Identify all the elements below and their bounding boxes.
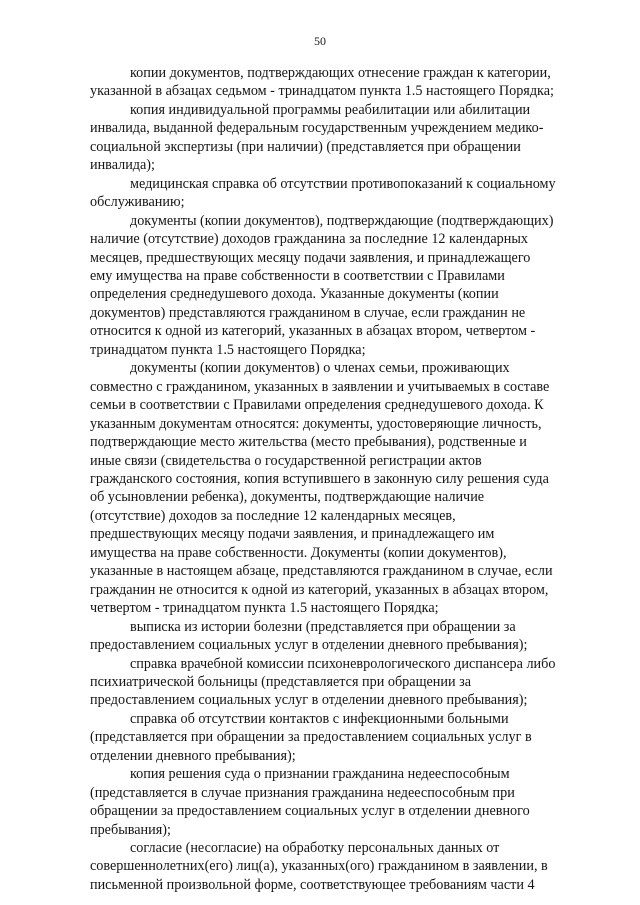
paragraph-family-documents: документы (копии документов) о членах семьи, проживающих совместно с гражданином, указанных в заявлении и учитываемых в составе семьи в соответствии с Правилами определения среднедушевого дохода. К указанным документам относятся: документы, удостоверяющие личность, подтверждающие место жительства (место пребывания), родственные и иные связи (свидетельства о государственной регистрации актов гражданского состояния, копия вступившего в законную силу решения суда об усыновлении ребенка), документы, подтверждающие наличие (отсутствие) доходов за последние 12 календарных месяцев, предшествующих месяцу подачи заявления, и принадлежащего им имущества на праве собственности. Документы (копии документов), указанные в настоящем абзаце, представляются гражданином в случае, если гражданин не относится к одной из категорий, указанных в абзацах втором, четвертом - тринадцатом пункта 1.5 настоящего Порядка; [90,360,553,617]
paragraph-documents-category: копии документов, подтверждающих отнесение граждан к категории, указанной в абзацах седьмом - тринадцатом пункта 1.5 настоящего Порядка; [90,65,554,100]
paragraph-personal-data-consent: согласие (несогласие) на обработку персональных данных от совершеннолетних(его) лиц(а), указанных(ого) гражданином в заявлении, в письменной произвольной форме, соответствующее требованиям части 4 [90,840,548,893]
page-number: 50 [314,34,326,48]
paragraph-court-decision: копия решения суда о признании гражданина недееспособным (представляется в случае признания гражданина недееспособным при обращении за предоставлением социальных услуг в отделении дневного пребывания); [90,766,530,838]
paragraph-medical-history-extract: выписка из истории болезни (представляется при обращении за предоставлением социальных услуг в отделении дневного пребывания); [90,618,528,654]
paragraph-income-documents: документы (копии документов), подтверждающие (подтверждающих) наличие (отсутствие) доходов гражданина за последние 12 календарных месяцев, предшествующих месяцу подачи заявления, и принадлежащего ему имущества на праве собственности в соответствии с Правилами определения среднедушевого дохода. Указанные документы (копии документов) представляются гражданином в случае, если гражданин не относится к одной из категорий, указанных в абзацах втором, четвертом - тринадцатом пункта 1.5 настоящего Порядка; [90,212,554,358]
document-body [90,64,584,894]
paragraph-infection-contacts-certificate: справка об отсутствии контактов с инфекционными больными (представляется при обращении за предоставлением социальных услуг в отделении дневного пребывания); [90,710,532,764]
paragraph-medical-certificate: медицинская справка об отсутствии противопоказаний к социальному обслуживанию; [90,175,556,211]
paragraph-medical-commission-certificate: справка врачебной комиссии психоневрологического диспансера либо психиатрической больницы (представляется при обращении за предоставлением социальных услуг в отделении дневного пребывания); [90,655,556,709]
paragraph-rehabilitation-program: копия индивидуальной программы реабилитации или абилитации инвалида, выданной федеральным государственным учреждением медико- социальной экспертизы (при наличии) (представляется при обращении инвалида); [90,101,544,174]
